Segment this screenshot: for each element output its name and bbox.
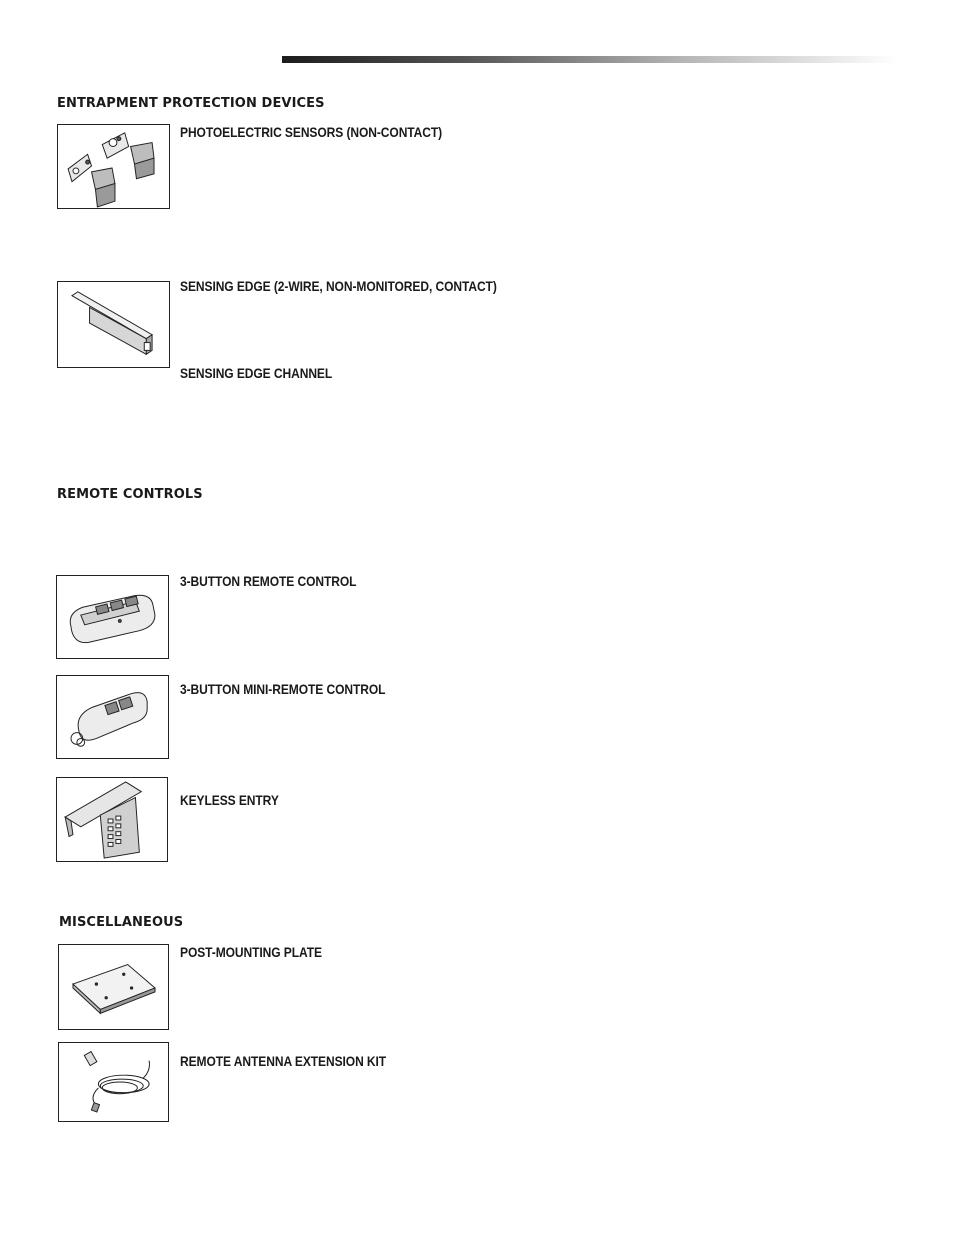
antenna-kit-icon (58, 1042, 169, 1122)
sensing-edge-icon (57, 281, 170, 368)
section-heading-entrapment: ENTRAPMENT PROTECTION DEVICES (57, 96, 325, 111)
keyless-entry-icon (56, 777, 168, 862)
item-label-3-button-remote: 3-BUTTON REMOTE CONTROL (180, 573, 357, 589)
photoelectric-sensors-icon (57, 124, 170, 209)
item-label-photoelectric-sensors: PHOTOELECTRIC SENSORS (NON-CONTACT) (180, 124, 443, 140)
item-label-sensing-edge-channel: SENSING EDGE CHANNEL (180, 365, 333, 381)
remote-control-icon (56, 575, 169, 659)
item-label-antenna-extension-kit: REMOTE ANTENNA EXTENSION KIT (180, 1053, 387, 1069)
item-label-keyless-entry: KEYLESS ENTRY (180, 792, 279, 808)
section-heading-remote-controls: REMOTE CONTROLS (57, 487, 203, 502)
item-label-sensing-edge: SENSING EDGE (2-WIRE, NON-MONITORED, CONTACT) (180, 278, 497, 294)
section-heading-miscellaneous: MISCELLANEOUS (59, 915, 184, 930)
mounting-plate-icon (58, 944, 169, 1030)
item-label-post-mounting-plate: POST-MOUNTING PLATE (180, 944, 322, 960)
item-label-3-button-mini-remote: 3-BUTTON MINI-REMOTE CONTROL (180, 681, 386, 697)
header-gradient-bar (282, 56, 897, 63)
mini-remote-icon (56, 675, 169, 759)
